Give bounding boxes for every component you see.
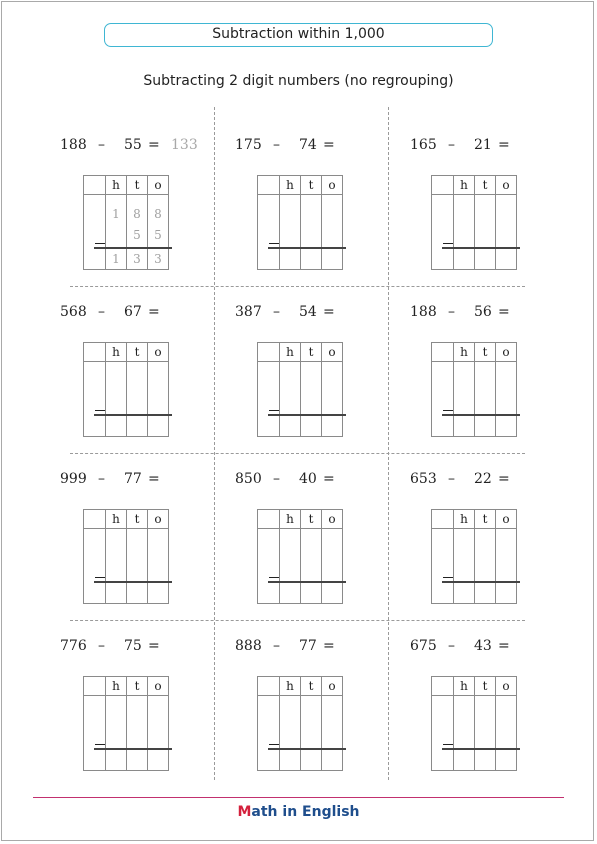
header-h: h: [106, 510, 127, 529]
footer-divider: [33, 797, 564, 798]
digit-cell[interactable]: [106, 696, 127, 771]
digit-cell[interactable]: [148, 195, 169, 270]
sign-cell: [258, 696, 280, 771]
worksheet-subtitle: Subtracting 2 digit numbers (no regrouping): [143, 73, 454, 89]
digit-cell[interactable]: [322, 529, 343, 604]
header-t: t: [127, 677, 148, 696]
minuend: 999: [60, 471, 87, 487]
header-h: h: [106, 343, 127, 362]
header-o: o: [148, 176, 169, 195]
header-o: o: [322, 176, 343, 195]
digit-cell[interactable]: [127, 195, 148, 270]
answer: 133: [171, 137, 198, 153]
digit-cell[interactable]: [454, 529, 475, 604]
place-value-table: [83, 676, 169, 771]
minuend: 387: [235, 304, 262, 320]
equals-operator: =: [498, 304, 510, 320]
digit-cell[interactable]: [148, 696, 169, 771]
row-divider: [70, 453, 525, 454]
minuend: 175: [235, 137, 262, 153]
equals-operator: =: [148, 471, 160, 487]
header-blank-cell: [432, 176, 454, 195]
digit-top: 8: [133, 207, 141, 221]
digit-res: 3: [154, 252, 162, 266]
header-h: h: [280, 677, 301, 696]
sign-cell: [432, 529, 454, 604]
header-blank-cell: [432, 677, 454, 696]
digit-cell[interactable]: [322, 362, 343, 437]
header-h: h: [280, 343, 301, 362]
equals-operator: =: [148, 638, 160, 654]
equals-operator: =: [498, 137, 510, 153]
column-divider: [388, 107, 389, 780]
header-h: h: [280, 510, 301, 529]
minuend: 165: [410, 137, 437, 153]
header-blank-cell: [432, 510, 454, 529]
subtrahend: 56: [474, 304, 492, 320]
minus-operator: –: [448, 638, 455, 654]
digit-cell[interactable]: [127, 529, 148, 604]
minuend: 653: [410, 471, 437, 487]
equals-operator: =: [323, 137, 335, 153]
minus-operator: –: [448, 137, 455, 153]
sign-cell: [258, 529, 280, 604]
digit-cell[interactable]: [106, 362, 127, 437]
equals-operator: =: [148, 304, 160, 320]
header-blank-cell: [84, 343, 106, 362]
digit-sub: 5: [133, 228, 141, 242]
minuend: 568: [60, 304, 87, 320]
subtrahend: 77: [124, 471, 142, 487]
header-o: o: [322, 510, 343, 529]
digit-cell[interactable]: [280, 195, 301, 270]
header-o: o: [496, 176, 517, 195]
place-value-table: [257, 342, 343, 437]
header-blank-cell: [258, 176, 280, 195]
header-o: o: [148, 343, 169, 362]
header-t: t: [127, 176, 148, 195]
digit-cell[interactable]: [301, 529, 322, 604]
header-blank-cell: [84, 677, 106, 696]
minus-operator: –: [448, 304, 455, 320]
place-value-table: [83, 509, 169, 604]
subtraction-line: [442, 247, 520, 249]
header-o: o: [496, 510, 517, 529]
sign-cell: [432, 195, 454, 270]
digit-cell[interactable]: [475, 362, 496, 437]
subtraction-line: [94, 247, 172, 249]
subtrahend: 43: [474, 638, 492, 654]
subtrahend: 75: [124, 638, 142, 654]
minuend: 188: [410, 304, 437, 320]
subtraction-line: [94, 414, 172, 416]
minus-operator: –: [98, 638, 105, 654]
header-t: t: [301, 176, 322, 195]
digit-cell[interactable]: [454, 195, 475, 270]
row-divider: [70, 286, 525, 287]
minus-operator: –: [98, 471, 105, 487]
digit-cell[interactable]: [301, 362, 322, 437]
digit-cell[interactable]: [322, 696, 343, 771]
header-o: o: [148, 510, 169, 529]
subtraction-line: [268, 247, 346, 249]
digit-cell[interactable]: [106, 195, 127, 270]
header-t: t: [475, 510, 496, 529]
digit-cell[interactable]: [475, 529, 496, 604]
minus-operator: –: [273, 638, 280, 654]
header-blank-cell: [258, 677, 280, 696]
minus-operator: –: [273, 137, 280, 153]
minuend: 675: [410, 638, 437, 654]
subtraction-line: [94, 748, 172, 750]
digit-cell[interactable]: [280, 529, 301, 604]
header-h: h: [454, 677, 475, 696]
subtraction-line: [268, 414, 346, 416]
digit-sub: 5: [154, 228, 162, 242]
digit-top: 8: [154, 207, 162, 221]
place-value-table: [257, 676, 343, 771]
header-o: o: [496, 677, 517, 696]
digit-cell[interactable]: [280, 696, 301, 771]
equals-operator: =: [498, 638, 510, 654]
digit-cell[interactable]: [301, 696, 322, 771]
header-blank-cell: [258, 343, 280, 362]
digit-cell[interactable]: [280, 362, 301, 437]
header-t: t: [127, 510, 148, 529]
place-value-table: [431, 509, 517, 604]
digit-cell[interactable]: [475, 696, 496, 771]
digit-cell[interactable]: [454, 362, 475, 437]
logo-text: ath in English: [251, 804, 360, 820]
minus-operator: –: [448, 471, 455, 487]
subtrahend: 21: [474, 137, 492, 153]
digit-cell[interactable]: [454, 696, 475, 771]
sign-cell: [84, 362, 106, 437]
place-value-table: [257, 175, 343, 270]
subtraction-line: [442, 414, 520, 416]
sign-cell: [84, 195, 106, 270]
digit-cell[interactable]: [496, 362, 517, 437]
minus-operator: –: [273, 471, 280, 487]
subtraction-line: [442, 748, 520, 750]
digit-cell[interactable]: [106, 529, 127, 604]
sign-cell: [258, 362, 280, 437]
header-h: h: [454, 343, 475, 362]
header-blank-cell: [84, 176, 106, 195]
header-t: t: [475, 343, 496, 362]
subtrahend: 40: [299, 471, 317, 487]
header-t: t: [475, 176, 496, 195]
sign-cell: [432, 362, 454, 437]
header-t: t: [301, 343, 322, 362]
digit-cell[interactable]: [127, 362, 148, 437]
header-h: h: [454, 176, 475, 195]
equals-operator: =: [148, 137, 160, 153]
minus-operator: –: [98, 304, 105, 320]
header-t: t: [475, 677, 496, 696]
subtrahend: 77: [299, 638, 317, 654]
place-value-table: [431, 175, 517, 270]
place-value-table: [257, 509, 343, 604]
row-divider: [70, 620, 525, 621]
subtraction-line: [268, 581, 346, 583]
sign-cell: [432, 696, 454, 771]
header-blank-cell: [258, 510, 280, 529]
header-h: h: [106, 677, 127, 696]
logo-letter: M: [237, 804, 252, 820]
digit-cell[interactable]: [496, 696, 517, 771]
minus-operator: –: [98, 137, 105, 153]
header-o: o: [496, 343, 517, 362]
column-divider: [214, 107, 215, 780]
worksheet-title: Subtraction within 1,000: [104, 23, 493, 47]
subtraction-line: [268, 748, 346, 750]
subtrahend: 67: [124, 304, 142, 320]
digit-cell[interactable]: [322, 195, 343, 270]
subtraction-line: [442, 581, 520, 583]
header-h: h: [280, 176, 301, 195]
sign-cell: [84, 529, 106, 604]
digit-cell[interactable]: [148, 529, 169, 604]
place-value-table: [83, 342, 169, 437]
place-value-table: [431, 676, 517, 771]
footer-logo: [0, 804, 597, 820]
header-blank-cell: [84, 510, 106, 529]
equals-operator: =: [323, 638, 335, 654]
header-t: t: [301, 510, 322, 529]
header-h: h: [454, 510, 475, 529]
minus-operator: –: [273, 304, 280, 320]
digit-cell[interactable]: [496, 195, 517, 270]
header-blank-cell: [432, 343, 454, 362]
digit-cell[interactable]: [148, 362, 169, 437]
header-h: h: [106, 176, 127, 195]
digit-top: 1: [112, 207, 120, 221]
digit-cell[interactable]: [475, 195, 496, 270]
place-value-table: [83, 175, 169, 270]
digit-cell[interactable]: [127, 696, 148, 771]
digit-cell[interactable]: [301, 195, 322, 270]
place-value-table: [431, 342, 517, 437]
minuend: 850: [235, 471, 262, 487]
subtrahend: 54: [299, 304, 317, 320]
equals-operator: =: [498, 471, 510, 487]
subtrahend: 55: [124, 137, 142, 153]
minuend: 888: [235, 638, 262, 654]
sign-cell: [84, 696, 106, 771]
subtrahend: 22: [474, 471, 492, 487]
header-o: o: [322, 343, 343, 362]
sign-cell: [258, 195, 280, 270]
subtrahend: 74: [299, 137, 317, 153]
header-t: t: [301, 677, 322, 696]
digit-cell[interactable]: [496, 529, 517, 604]
minuend: 776: [60, 638, 87, 654]
header-o: o: [148, 677, 169, 696]
header-o: o: [322, 677, 343, 696]
digit-res: 3: [133, 252, 141, 266]
minuend: 188: [60, 137, 87, 153]
header-t: t: [127, 343, 148, 362]
equals-operator: =: [323, 471, 335, 487]
equals-operator: =: [323, 304, 335, 320]
subtraction-line: [94, 581, 172, 583]
digit-res: 1: [112, 252, 120, 266]
